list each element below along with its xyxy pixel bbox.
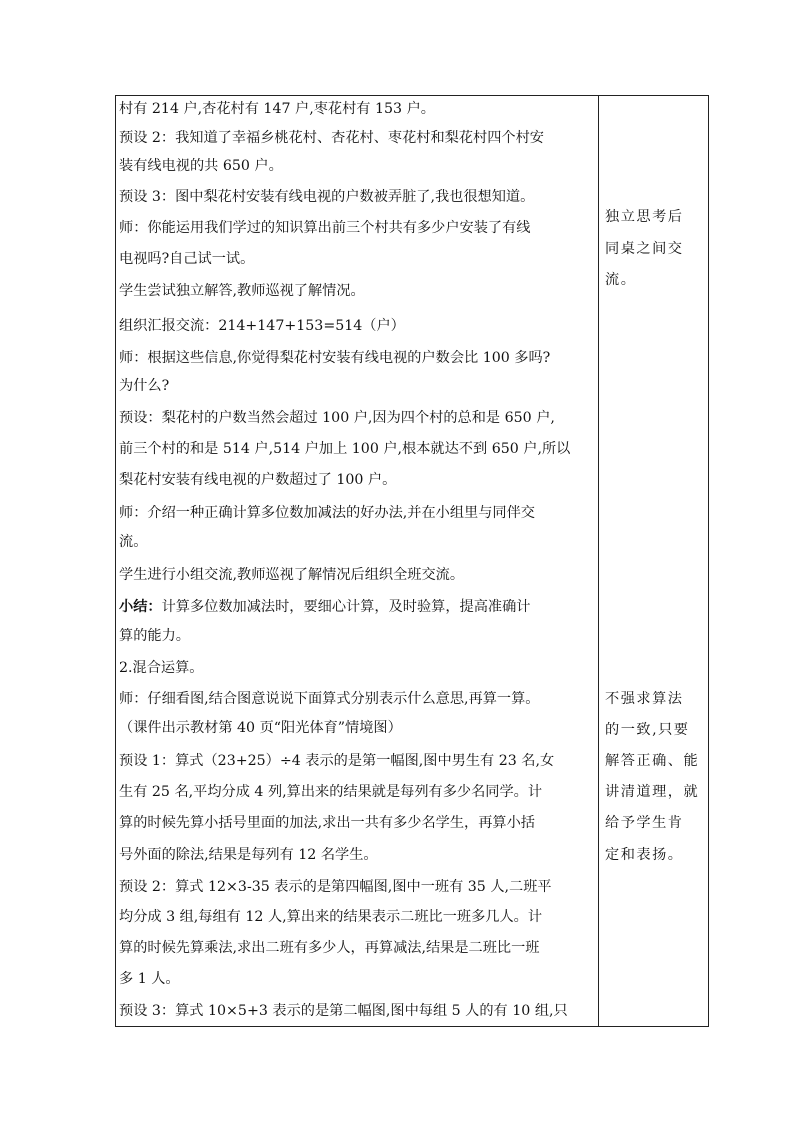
summary-line [119, 597, 530, 617]
text-line: 装有线电视的共 650 户。 [119, 158, 283, 174]
text-line: 预设 3：算式 10×5+3 表示的是第二幅图,图中每组 5 人的有 10 组,只 [119, 1003, 568, 1019]
side-note-line: 的一致,只要 [605, 722, 690, 738]
side-note-line: 不强求算法 [605, 691, 684, 707]
text-line: 号外面的除法,结果是每列有 12 名学生。 [119, 847, 378, 863]
text-line: 村有 214 户,杏花村有 147 户,枣花村有 153 户。 [119, 101, 435, 117]
text-line: 算的时候先算小括号里面的加法,求出一共有多少名学生，再算小括 [119, 815, 535, 831]
section-heading: 2.混合运算。 [119, 660, 204, 676]
text-line: 算的能力。 [119, 628, 190, 644]
text-line: 预设 2：我知道了幸福乡桃花村、杏花村、枣花村和梨花村四个村安 [119, 130, 544, 146]
side-note-line: 同桌之间交 [605, 241, 684, 257]
text-line: 师：根据这些信息,你觉得梨花村安装有线电视的户数会比 100 多吗? [119, 350, 551, 366]
text-line: 流。 [119, 534, 148, 550]
lesson-plan-table [115, 95, 709, 1027]
text-line: 师：你能运用我们学过的知识算出前三个村共有多少户安装了有线 [119, 220, 531, 236]
text-line: 生有 25 名,平均分成 4 列,算出来的结果就是每列有多少名同学。计 [119, 784, 543, 800]
side-note-line: 定和表扬。 [605, 847, 684, 863]
text-line: 预设 1：算式（23+25）÷4 表示的是第一幅图,图中男生有 23 名,女 [119, 753, 555, 769]
text-line: 多 1 人。 [119, 971, 180, 987]
text-line: 前三个村的和是 514 户,514 户加上 100 户,根本就达不到 650 户,所以 [119, 441, 571, 457]
text-line: 预设 3：图中梨花村安装有线电视的户数被弄脏了,我也很想知道。 [119, 189, 535, 205]
side-note-line: 流。 [605, 272, 637, 288]
text-line: 为什么? [119, 378, 170, 394]
text-line: 均分成 3 组,每组有 12 人,算出来的结果表示二班比一班多几人。计 [119, 909, 543, 925]
text-line: （课件出示教材第 40 页“阳光体育”情境图） [119, 720, 402, 736]
side-note-line: 解答正确、能 [605, 753, 700, 769]
side-note-line: 独立思考后 [605, 209, 684, 225]
text-line: 学生尝试独立解答,教师巡视了解情况。 [119, 283, 365, 299]
text-line: 电视吗?自己试一试。 [119, 251, 255, 267]
text-line: 学生进行小组交流,教师巡视了解情况后组织全班交流。 [119, 567, 465, 583]
side-note-line: 讲清道理，就 [605, 784, 700, 800]
column-divider [598, 96, 599, 1026]
text-line: 算的时候先算乘法,求出二班有多少人，再算减法,结果是二班比一班 [119, 940, 540, 956]
side-note-line: 给予学生肯 [605, 815, 684, 831]
text-line: 预设 2：算式 12×3-35 表示的是第四幅图,图中一班有 35 人,二班平 [119, 879, 552, 895]
text-line: 预设：梨花村的户数当然会超过 100 户,因为四个村的总和是 650 户, [119, 410, 555, 426]
text-line: 师：介绍一种正确计算多位数加减法的好办法,并在小组里与同伴交 [119, 505, 535, 521]
summary-text: 计算多位数加减法时，要细心计算，及时验算，提高准确计 [161, 599, 531, 615]
text-line: 梨花村安装有线电视的户数超过了 100 户。 [119, 472, 397, 488]
text-line: 组织汇报交流：214+147+153=514（户） [119, 318, 405, 334]
summary-label: 小结： [119, 599, 162, 615]
text-line: 师：仔细看图,结合图意说说下面算式分别表示什么意思,再算一算。 [119, 691, 540, 707]
